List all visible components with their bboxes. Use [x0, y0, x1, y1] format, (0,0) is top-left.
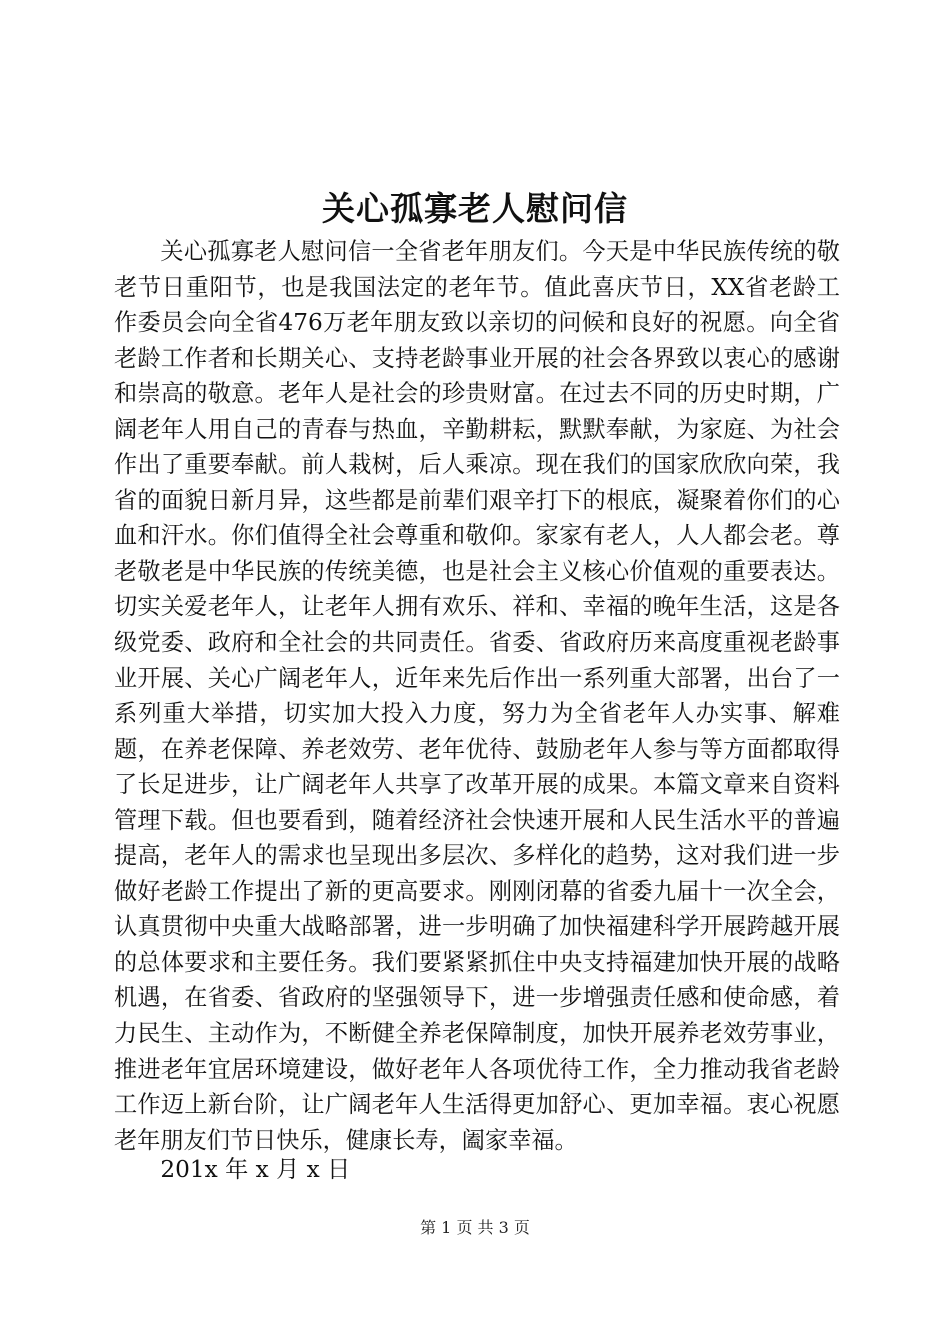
letter-body: 关心孤寡老人慰问信一全省老年朋友们。今天是中华民族传统的敬老节日重阳节，也是我国法定的老年节。值此喜庆节日，XX省老龄工作委员会向全省476万老年朋友致以亲切的问候和良好的祝愿。向全省老龄工作者和长期关心、支持老龄事业开展的社会各界致以衷心的感谢和崇高的敬意。老年人是社会的珍贵财富。在过去不同的历史时期，广阔老年人用自己的青春与热血，辛勤耕耘，默默奉献，为家庭、为社会作出了重要奉献。前人栽树，后人乘凉。现在我们的国家欣欣向荣，我省的面貌日新月异，这些都是前辈们艰辛打下的根底，凝聚着你们的心血和汗水。你们值得全社会尊重和敬仰。家家有老人，人人都会老。尊老敬老是中华民族的传统美德，也是社会主义核心价值观的重要表达。切实关爱老年人，让老年人拥有欢乐、祥和、幸福的晚年生活，这是各级党委、政府和全社会的共同责任。省委、省政府历来高度重视老龄事业开展、关心广阔老年人，近年来先后作出一系列重大部署，出台了一系列重大举措，切实加大投入力度，努力为全省老年人办实事、解难题，在养老保障、养老效劳、老年优待、鼓励老年人参与等方面都取得了长足进步，让广阔老年人共享了改革开展的成果。本篇文章来自资料管理下载。但也要看到，随着经济社会快速开展和人民生活水平的普遍提高，老年人的需求也呈现出多层次、多样化的趋势，这对我们进一步做好老龄工作提出了新的更高要求。刚刚闭幕的省委九届十一次全会，认真贯彻中央重大战略部署，进一步明确了加快福建科学开展跨越开展的总体要求和主要任务。我们要紧紧抓住中央支持福建加快开展的战略机遇，在省委、省政府的坚强领导下，进一步增强责任感和使命感，着力民生、主动作为，不断健全养老保障制度，加快开展养老效劳事业，推进老年宜居环境建设，做好老年人各项优待工作，全力推动我省老龄工作迈上新台阶，让广阔老年人生活得更加舒心、更加幸福。衷心祝愿老年朋友们节日快乐，健康长寿，阖家幸福。: [114, 238, 840, 1154]
page-title: 关心孤寡老人慰问信: [322, 189, 628, 228]
page-number-footer: 第 1 页 共 3 页: [420, 1218, 530, 1237]
letter-date: 201x 年 x 月 x 日: [160, 1156, 351, 1183]
